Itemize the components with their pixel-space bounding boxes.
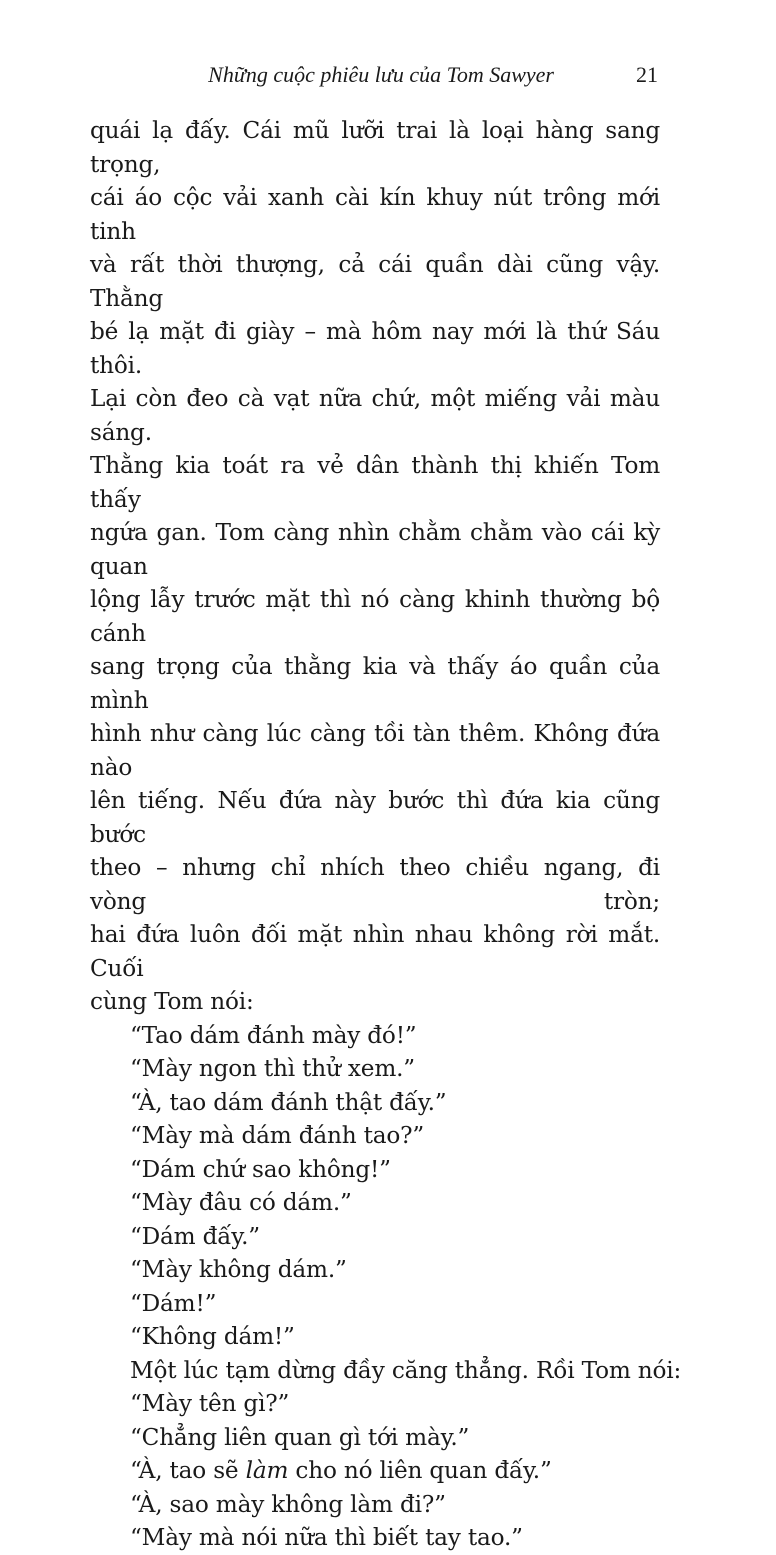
text-line: lộng lẫy trước mặt thì nó càng khinh thường bộ cánh — [90, 586, 660, 647]
text-line: cái áo cộc vải xanh cài kín khuy nút trông mới tinh — [90, 184, 660, 245]
dialogue-line: “Mày đâu có dám.” — [130, 1189, 352, 1216]
dialogue-line-with-emphasis — [90, 1454, 660, 1488]
book-title: Những cuộc phiêu lưu của Tom Sawyer — [208, 62, 554, 87]
text-line: quái lạ đấy. Cái mũ lưỡi trai là loại hàng sang trọng, — [90, 117, 660, 178]
dialogue-line: “Dám đấy.” — [130, 1222, 260, 1250]
dialogue-line: “À, sao mày không làm đi?” — [130, 1490, 446, 1518]
dialogue-line: “Mày mà nói nữa thì biết tay tao.” — [130, 1524, 523, 1551]
narration-line: Một lúc tạm dừng đầy căng thẳng. Rồi Tom nói: — [130, 1356, 682, 1384]
text-line: theo – nhưng chỉ nhích theo chiều ngang, đi vòng tròn; — [90, 854, 660, 915]
dialogue-line: “Dám chứ sao không!” — [130, 1155, 391, 1183]
narrative-paragraph — [90, 114, 660, 1019]
text-fragment: cho nó liên quan đấy.” — [288, 1457, 552, 1484]
emphasized-word: làm — [245, 1457, 289, 1484]
page-number: 21 — [636, 62, 658, 87]
dialogue-line: “Mày mà dám đánh tao?” — [130, 1122, 424, 1149]
dialogue-line: “Mày không dám.” — [130, 1256, 347, 1283]
running-header — [88, 62, 658, 92]
dialogue-line: “Chẳng liên quan gì tới mày.” — [130, 1423, 470, 1451]
text-line: và rất thời thượng, cả cái quần dài cũng vậy. Thằng — [90, 251, 660, 312]
text-line: bé lạ mặt đi giày – mà hôm nay mới là thứ Sáu thôi. — [90, 318, 660, 379]
text-line: sang trọng của thằng kia và thấy áo quần của mình — [90, 653, 660, 714]
dialogue-line: “Mày ngon thì thử xem.” — [130, 1055, 415, 1082]
text-line: cùng Tom nói: — [90, 988, 254, 1015]
dialogue-line: “Mày tên gì?” — [130, 1390, 290, 1417]
body-text — [90, 114, 682, 1555]
text-line: hai đứa luôn đối mặt nhìn nhau không rời mắt. Cuối — [90, 921, 660, 982]
text-line: Lại còn đeo cà vạt nữa chứ, một miếng vải màu sáng. — [90, 385, 660, 446]
text-line: lên tiếng. Nếu đứa này bước thì đứa kia cũng bước — [90, 787, 660, 848]
text-line: hình như càng lúc càng tồi tàn thêm. Không đứa nào — [90, 720, 660, 781]
dialogue-line: “Dám!” — [130, 1289, 217, 1317]
text-line: ngứa gan. Tom càng nhìn chằm chằm vào cái kỳ quan — [90, 519, 660, 580]
text-line: Thằng kia toát ra vẻ dân thành thị khiến Tom thấy — [90, 452, 660, 513]
text-fragment: “À, tao sẽ — [130, 1457, 246, 1484]
dialogue-line: “Không dám!” — [130, 1323, 295, 1350]
dialogue-line: “Tao dám đánh mày đó!” — [130, 1021, 417, 1049]
dialogue-line: “À, tao dám đánh thật đấy.” — [130, 1088, 447, 1116]
dialogue-block — [90, 1019, 682, 1555]
